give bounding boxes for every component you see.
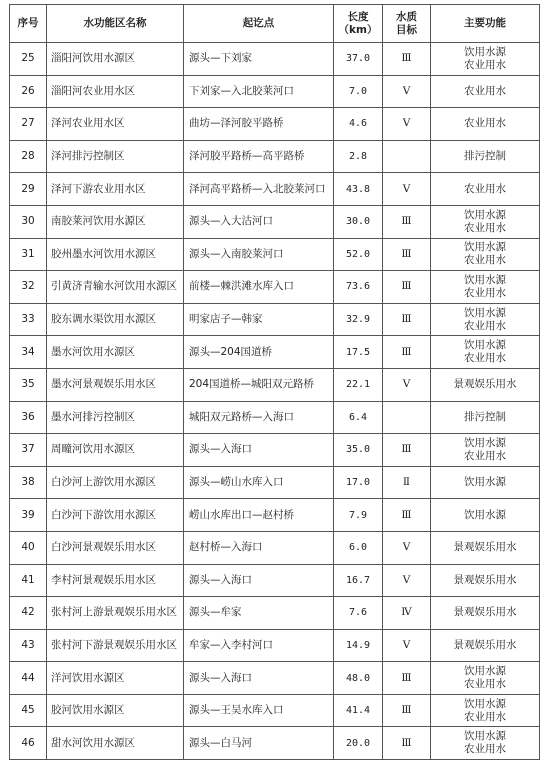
- zone-range: 泽河胶平路桥—高平路桥: [184, 140, 334, 173]
- zone-length: 35.0: [334, 434, 383, 467]
- zone-name: 胶州墨水河饮用水源区: [47, 238, 184, 271]
- zone-range: 源头—入南胶莱河口: [184, 238, 334, 271]
- water-quality-target: Ⅲ: [383, 694, 431, 727]
- zone-name: 泽河排污控制区: [47, 140, 184, 173]
- zone-name: 周疃河饮用水源区: [47, 434, 184, 467]
- zone-range: 赵村桥—入海口: [184, 531, 334, 564]
- zone-range: 源头—入大沽河口: [184, 205, 334, 238]
- row-number: 34: [10, 336, 47, 369]
- zone-name: 胶河饮用水源区: [47, 694, 184, 727]
- water-quality-target: Ⅲ: [383, 434, 431, 467]
- table-body: [10, 43, 540, 760]
- main-function: 饮用水源 农业用水: [431, 43, 540, 76]
- zone-name: 淄阳河农业用水区: [47, 75, 184, 108]
- zone-name: 张村河上游景观娱乐用水区: [47, 597, 184, 630]
- row-number: 39: [10, 499, 47, 532]
- zone-range: 源头—入海口: [184, 434, 334, 467]
- table-row: [10, 564, 540, 597]
- main-function: 饮用水源 农业用水: [431, 662, 540, 695]
- zone-length: 6.0: [334, 531, 383, 564]
- water-function-zone-table: [9, 4, 540, 760]
- table-row: [10, 597, 540, 630]
- table-row: [10, 303, 540, 336]
- zone-name: 白沙河下游饮用水源区: [47, 499, 184, 532]
- row-number: 43: [10, 629, 47, 662]
- row-number: 37: [10, 434, 47, 467]
- zone-range: 崂山水库出口—赵村桥: [184, 499, 334, 532]
- main-function: 景观娱乐用水: [431, 368, 540, 401]
- zone-name: 引黄济青输水河饮用水源区: [47, 271, 184, 304]
- zone-length: 48.0: [334, 662, 383, 695]
- main-function: 饮用水源 农业用水: [431, 727, 540, 760]
- table-row: [10, 629, 540, 662]
- zone-range: 城阳双元路桥—入海口: [184, 401, 334, 434]
- water-quality-target: Ⅴ: [383, 108, 431, 141]
- zone-range: 泽河高平路桥—入北胶莱河口: [184, 173, 334, 206]
- zone-name: 淄阳河饮用水源区: [47, 43, 184, 76]
- zone-range: 源头—白马河: [184, 727, 334, 760]
- zone-range: 源头—王吴水库入口: [184, 694, 334, 727]
- main-function: 饮用水源 农业用水: [431, 694, 540, 727]
- water-quality-target: Ⅴ: [383, 368, 431, 401]
- water-quality-target: Ⅴ: [383, 531, 431, 564]
- zone-length: 17.5: [334, 336, 383, 369]
- zone-name: 胶东调水渠饮用水源区: [47, 303, 184, 336]
- table-row: [10, 75, 540, 108]
- zone-name: 白沙河上游饮用水源区: [47, 466, 184, 499]
- main-function: 饮用水源: [431, 499, 540, 532]
- zone-length: 7.0: [334, 75, 383, 108]
- main-function: 景观娱乐用水: [431, 629, 540, 662]
- zone-length: 73.6: [334, 271, 383, 304]
- zone-name: 墨水河排污控制区: [47, 401, 184, 434]
- main-function: 饮用水源 农业用水: [431, 238, 540, 271]
- row-number: 29: [10, 173, 47, 206]
- zone-range: 源头—204国道桥: [184, 336, 334, 369]
- water-quality-target: Ⅲ: [383, 662, 431, 695]
- main-function: 饮用水源 农业用水: [431, 434, 540, 467]
- zone-length: 20.0: [334, 727, 383, 760]
- zone-range: 前楼—棘洪滩水库入口: [184, 271, 334, 304]
- zone-range: 曲坊—泽河胶平路桥: [184, 108, 334, 141]
- table-row: [10, 205, 540, 238]
- zone-range: 下刘家—入北胶莱河口: [184, 75, 334, 108]
- row-number: 41: [10, 564, 47, 597]
- table-row: [10, 336, 540, 369]
- zone-length: 32.9: [334, 303, 383, 336]
- row-number: 35: [10, 368, 47, 401]
- zone-range: 源头—牟家: [184, 597, 334, 630]
- zone-range: 源头—崂山水库入口: [184, 466, 334, 499]
- water-quality-target: Ⅲ: [383, 43, 431, 76]
- row-number: 27: [10, 108, 47, 141]
- row-number: 45: [10, 694, 47, 727]
- row-number: 25: [10, 43, 47, 76]
- water-quality-target: Ⅲ: [383, 205, 431, 238]
- main-function: 农业用水: [431, 75, 540, 108]
- main-function: 景观娱乐用水: [431, 564, 540, 597]
- header-row: [10, 5, 540, 43]
- header-function: 主要功能: [431, 5, 540, 43]
- main-function: 景观娱乐用水: [431, 597, 540, 630]
- zone-length: 37.0: [334, 43, 383, 76]
- water-quality-target: Ⅲ: [383, 238, 431, 271]
- main-function: 农业用水: [431, 173, 540, 206]
- row-number: 36: [10, 401, 47, 434]
- zone-length: 17.0: [334, 466, 383, 499]
- table-row: [10, 531, 540, 564]
- main-function: 饮用水源 农业用水: [431, 303, 540, 336]
- zone-range: 明家店子—韩家: [184, 303, 334, 336]
- zone-length: 4.6: [334, 108, 383, 141]
- zone-length: 43.8: [334, 173, 383, 206]
- header-no: 序号: [10, 5, 47, 43]
- zone-name: 白沙河景观娱乐用水区: [47, 531, 184, 564]
- water-quality-target: Ⅴ: [383, 75, 431, 108]
- table-row: [10, 662, 540, 695]
- table-row: [10, 499, 540, 532]
- row-number: 40: [10, 531, 47, 564]
- main-function: 饮用水源: [431, 466, 540, 499]
- header-range: 起讫点: [184, 5, 334, 43]
- water-quality-target: Ⅱ: [383, 466, 431, 499]
- water-quality-target: Ⅴ: [383, 629, 431, 662]
- zone-range: 源头—入海口: [184, 662, 334, 695]
- table-row: [10, 238, 540, 271]
- water-quality-target: Ⅲ: [383, 271, 431, 304]
- zone-name: 李村河景观娱乐用水区: [47, 564, 184, 597]
- table-row: [10, 108, 540, 141]
- table-row: [10, 140, 540, 173]
- zone-name: 张村河下游景观娱乐用水区: [47, 629, 184, 662]
- table-row: [10, 173, 540, 206]
- row-number: 44: [10, 662, 47, 695]
- main-function: 排污控制: [431, 401, 540, 434]
- zone-range: 源头—入海口: [184, 564, 334, 597]
- row-number: 33: [10, 303, 47, 336]
- water-quality-target: Ⅴ: [383, 173, 431, 206]
- main-function: 饮用水源 农业用水: [431, 271, 540, 304]
- row-number: 38: [10, 466, 47, 499]
- water-quality-target: Ⅲ: [383, 727, 431, 760]
- zone-name: 甜水河饮用水源区: [47, 727, 184, 760]
- table-row: [10, 43, 540, 76]
- zone-length: 7.9: [334, 499, 383, 532]
- row-number: 31: [10, 238, 47, 271]
- table-header: [10, 5, 540, 43]
- row-number: 32: [10, 271, 47, 304]
- zone-length: 52.0: [334, 238, 383, 271]
- water-quality-target: Ⅲ: [383, 499, 431, 532]
- table-row: [10, 694, 540, 727]
- row-number: 26: [10, 75, 47, 108]
- water-quality-target: [383, 140, 431, 173]
- header-name: 水功能区名称: [47, 5, 184, 43]
- main-function: 饮用水源 农业用水: [431, 336, 540, 369]
- row-number: 46: [10, 727, 47, 760]
- table-row: [10, 727, 540, 760]
- header-grade: 水质 目标: [383, 5, 431, 43]
- zone-length: 22.1: [334, 368, 383, 401]
- water-quality-target: Ⅴ: [383, 564, 431, 597]
- main-function: 排污控制: [431, 140, 540, 173]
- zone-range: 源头—下刘家: [184, 43, 334, 76]
- row-number: 42: [10, 597, 47, 630]
- zone-name: 墨水河景观娱乐用水区: [47, 368, 184, 401]
- zone-name: 泽河下游农业用水区: [47, 173, 184, 206]
- zone-length: 16.7: [334, 564, 383, 597]
- zone-length: 2.8: [334, 140, 383, 173]
- main-function: 饮用水源 农业用水: [431, 205, 540, 238]
- zone-name: 洋河饮用水源区: [47, 662, 184, 695]
- water-quality-target: Ⅳ: [383, 597, 431, 630]
- water-quality-target: [383, 401, 431, 434]
- zone-range: 204国道桥—城阳双元路桥: [184, 368, 334, 401]
- table-row: [10, 368, 540, 401]
- header-length: 长度 （km）: [334, 5, 383, 43]
- zone-name: 南胶莱河饮用水源区: [47, 205, 184, 238]
- row-number: 28: [10, 140, 47, 173]
- zone-range: 牟家—入李村河口: [184, 629, 334, 662]
- table-row: [10, 271, 540, 304]
- table-row: [10, 401, 540, 434]
- water-quality-target: Ⅲ: [383, 303, 431, 336]
- main-function: 农业用水: [431, 108, 540, 141]
- main-function: 景观娱乐用水: [431, 531, 540, 564]
- zone-length: 41.4: [334, 694, 383, 727]
- zone-length: 14.9: [334, 629, 383, 662]
- table-row: [10, 434, 540, 467]
- zone-length: 7.6: [334, 597, 383, 630]
- water-quality-target: Ⅲ: [383, 336, 431, 369]
- zone-length: 6.4: [334, 401, 383, 434]
- table-row: [10, 466, 540, 499]
- zone-name: 泽河农业用水区: [47, 108, 184, 141]
- zone-length: 30.0: [334, 205, 383, 238]
- zone-name: 墨水河饮用水源区: [47, 336, 184, 369]
- row-number: 30: [10, 205, 47, 238]
